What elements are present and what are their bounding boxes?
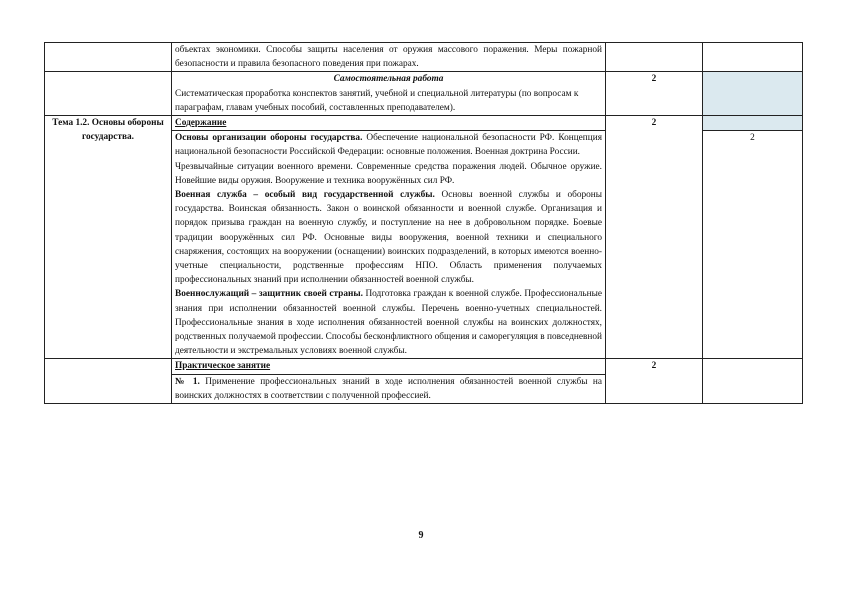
- content-cell: [172, 43, 606, 72]
- hours-cell: 2: [606, 72, 703, 116]
- paragraph-heading: Основы организации обороны государства.: [175, 133, 363, 144]
- topic-cell-empty: [45, 359, 172, 404]
- content-cell: [172, 131, 606, 359]
- level-cell: [703, 359, 803, 404]
- self-study-cell: [172, 72, 606, 116]
- level-cell: [703, 43, 803, 72]
- paragraph-heading: Военнослужащий – защитник своей страны.: [175, 289, 363, 300]
- level-cell: 2: [703, 131, 803, 359]
- hours-cell: 2: [606, 116, 703, 359]
- practice-text: Применение профессиональных знаний в ходе исполнения обязанностей военной службы на воинских должностях в соответствии с полученной профессией.: [175, 376, 602, 401]
- paragraph: [175, 188, 602, 287]
- content-header-cell: [172, 116, 606, 131]
- self-study-header: Самостоятельная работа: [333, 74, 444, 85]
- hours-cell: 2: [606, 359, 703, 404]
- table-row: [45, 43, 803, 72]
- paragraph-heading: Военная служба – особый вид государственной службы.: [175, 190, 435, 201]
- practice-header: Практическое занятие: [175, 361, 271, 372]
- table-row: [45, 72, 803, 116]
- level-cell: [703, 72, 803, 116]
- paragraph-text: Подготовка граждан к военной службе. Профессиональные знания при исполнении обязанностей военной службы. Перечень военно-учетных специальностей. Профессиональные знания в ходе исполнения обязанностей военной службы на воинских должностях, родственных получаемой профессии. Способы бесконфликтного общения и саморегуляция в повседневной деятельности и экстремальных условиях военной службы.: [175, 289, 603, 357]
- topic-cell-empty: [45, 43, 172, 72]
- paragraph-text: Основы военной службы и обороны государства. Воинская обязанность. Закон о воинской обязанности и военной службе. Организация и порядок призыва граждан на военную службу, и поступление на нее в добровольном порядке. Боевые традиции вооружённых сил РФ. Основные виды вооружения, военной техники и специального снаряжения, состоящих на вооружении (оснащении) воинских подразделений, в которых имеются военно-учетные специальности, родственные профессиям НПО. Область применения получаемых профессиональных знаний при исполнении обязанностей военной службы.: [175, 190, 602, 286]
- curriculum-table: [44, 42, 803, 404]
- content-header: Содержание: [175, 118, 227, 129]
- page-number: 9: [418, 530, 424, 541]
- self-study-text: Систематическая проработка конспектов занятий, учебной и специальной литературы (по вопросам к параграфам, главам учебных пособий, составленных преподавателем).: [175, 88, 579, 113]
- practice-header-cell: [172, 359, 606, 374]
- content-text: объектах экономики. Способы защиты населения от оружия массового поражения. Меры пожарной безопасности и правила безопасного поведения при пожарах.: [175, 45, 602, 70]
- level-cell: [703, 116, 803, 131]
- practice-number: № 1.: [175, 376, 200, 387]
- paragraph: [175, 131, 602, 159]
- practice-cell: [172, 374, 606, 403]
- paragraph-text: Обеспечение национальной безопасности РФ. Концепция национальной безопасности Российской Федерации: основные положения. Военная доктрина России.: [175, 133, 602, 158]
- paragraph: [175, 160, 602, 188]
- table-row: [45, 116, 803, 131]
- table-row: [45, 359, 803, 374]
- paragraph: [175, 287, 602, 358]
- hours-cell: [606, 43, 703, 72]
- topic-title: Тема 1.2. Основы обороны государства.: [45, 116, 172, 359]
- paragraph-text: Чрезвычайные ситуации военного времени. Современные средства поражения людей. Обычное оружие. Новейшие виды оружия. Вооружение и техника вооружённых сил РФ.: [175, 161, 602, 186]
- topic-cell-empty: [45, 72, 172, 116]
